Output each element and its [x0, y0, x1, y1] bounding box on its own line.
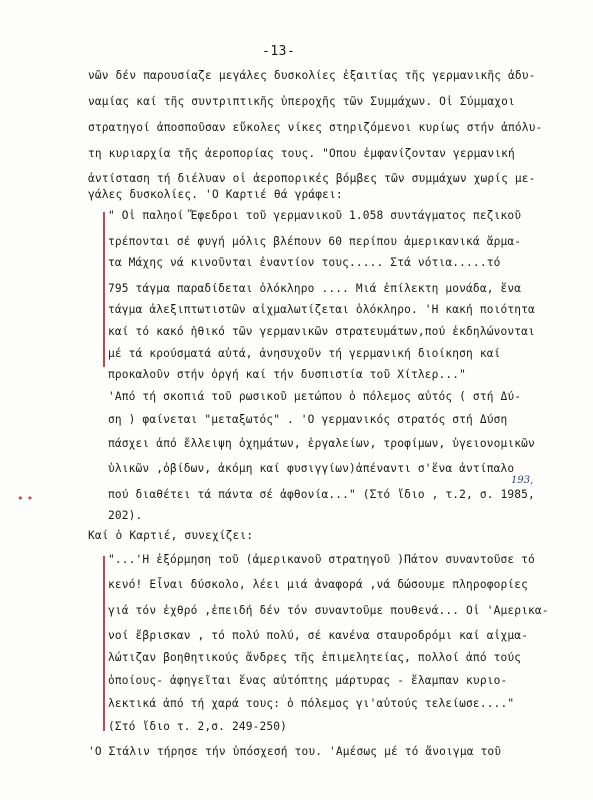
- text-line: ἀντίσταση τή διέλυαν οἱ ἀεροπορικές βόμβες τῶν συμμάχων χωρίς με-: [88, 172, 536, 185]
- page-number: -13-: [262, 44, 296, 59]
- text-line: νῶν δέν παρουσίαζε μεγάλες δυσκολίες ἐξαιτίας τῆς γερμανικῆς ἀδυ-: [88, 69, 536, 82]
- text-line: τη κυριαρχία τῆς ἀεροπορίας τους. "Οπου ἐμφανίζονταν γερμανική: [88, 147, 515, 160]
- text-line: 202).: [108, 509, 143, 522]
- text-line: 'Ο Στάλιν τήρησε τήν ὑπόσχεσή του. 'Αμέσως μέ τό ἄνοιγμα τοῦ: [88, 745, 502, 758]
- text-line: 795 τάγμα παραδίδεται ὁλόκληρο .... Μιά ἐπίλεκτη μονάδα, ἕνα: [108, 282, 522, 295]
- text-line: πάσχει ἀπό ἔλλειψη ὀχημάτων, ἐργαλείων, τροφίμων, ὑγειονομικῶν: [108, 437, 535, 450]
- text-line: ναμίας καί τῆς συντριπτικῆς ὑπεροχῆς τῶν Συμμάχων. Οἱ Σύμμαχοι: [88, 95, 515, 108]
- text-line: λώτιζαν βοηθητικούς ἄνδρες τῆς ἐπιμελητείας, πολλοί ἀπό τούς: [108, 651, 522, 664]
- margin-marker-1: [103, 212, 105, 367]
- text-line: λεκτικά ἀπό τή χαρά τους: ὁ πόλεμος γι'αὐτούς τελείωσε....": [108, 697, 515, 710]
- text-line: "...'Η ἐξόρμηση τοῦ (ἀμερικανοῦ στρατηγοῦ )Πάτον συναντοῦσε τό: [108, 553, 535, 566]
- text-line: γάλες δυσκολίες. 'Ο Καρτιέ θά γράφει:: [88, 188, 343, 201]
- text-line: " Οἱ παληοί Ἔφεδροι τοῦ γερμανικοῦ 1.058 συντάγματος πεζικοῦ: [108, 209, 522, 222]
- text-line: τάγμα ἀλεξιπτωτιστῶν αἰχμαλωτίζεται ὁλόκληρο. 'Η κακή ποιότητα: [108, 303, 535, 316]
- text-line: μέ τά κρούσματά αὐτά, ἀνησυχοῦν τή γερμανική διοίκηση καί: [108, 347, 501, 360]
- text-line: τρέπονται σέ φυγή μόλις βλέπουν 60 περίπου ἀμερικανικά ἅρμα-: [108, 235, 522, 248]
- margin-dots: ••: [17, 492, 37, 505]
- handwritten-note: 193,: [511, 475, 534, 486]
- text-line: Καί ὁ Καρτιέ, συνεχίζει:: [88, 529, 254, 542]
- text-line: ὑλικῶν ,ὀβίδων, ἀκόμη καί φυσιγγίων)ἀπέναντι σ'ἕνα ἀντίπαλο: [108, 462, 515, 475]
- text-line: γιά τόν ἐχθρό ,ἐπειδή δέν τόν συναντοῦμε πουθενά... Οἱ 'Αμερικα-: [108, 604, 549, 617]
- text-line: τα Μάχης νά κινοῦνται ἐναντίον τους..... Στά νότια.....τό: [108, 256, 501, 269]
- text-line: προκαλοῦν στήν ὀργή καί τήν δυσπιστία τοῦ Χίτλερ...": [108, 368, 467, 381]
- text-line: κενό! Εἶναι δύσκολο, λέει μιά ἀναφορά ,νά δώσουμε πληροφορίες: [108, 578, 529, 591]
- text-line: νοί ἔβρισκαν , τό πολύ πολύ, σέ κανένα σταυροδρόμι καί αἰχμα-: [108, 629, 529, 642]
- text-line: πού διαθέτει τά πάντα σέ ἀφθονία..." (Στό ἴδιο , τ.2, σ. 1985,: [108, 488, 535, 501]
- text-line: ση ) φαίνεται "μεταξωτός" . 'Ο γερμανικός στρατός στή Δύση: [108, 413, 508, 426]
- margin-marker-2: [103, 556, 105, 731]
- text-line: καί τό κακό ἠθικό τῶν γερμανικῶν στρατευμάτων,πού ἐκδηλώνονται: [108, 325, 535, 338]
- text-line: 'Από τή σκοπιά τοῦ ρωσικοῦ μετώπου ὁ πόλεμος αὐτός ( στή Δύ-: [108, 390, 522, 403]
- text-line: (Στό ἴδιο τ. 2,σ. 249-250): [108, 720, 288, 733]
- text-line: ὁποίους- ἀφηγεῖται ἕνας αὐτόπτης μάρτυρας - ἔλαμπαν κυριο-: [108, 674, 508, 687]
- text-line: στρατηγοί ἀποσποῦσαν εὔκολες νίκες στηριζόμενοι κυρίως στήν ἀπόλυ-: [88, 121, 543, 134]
